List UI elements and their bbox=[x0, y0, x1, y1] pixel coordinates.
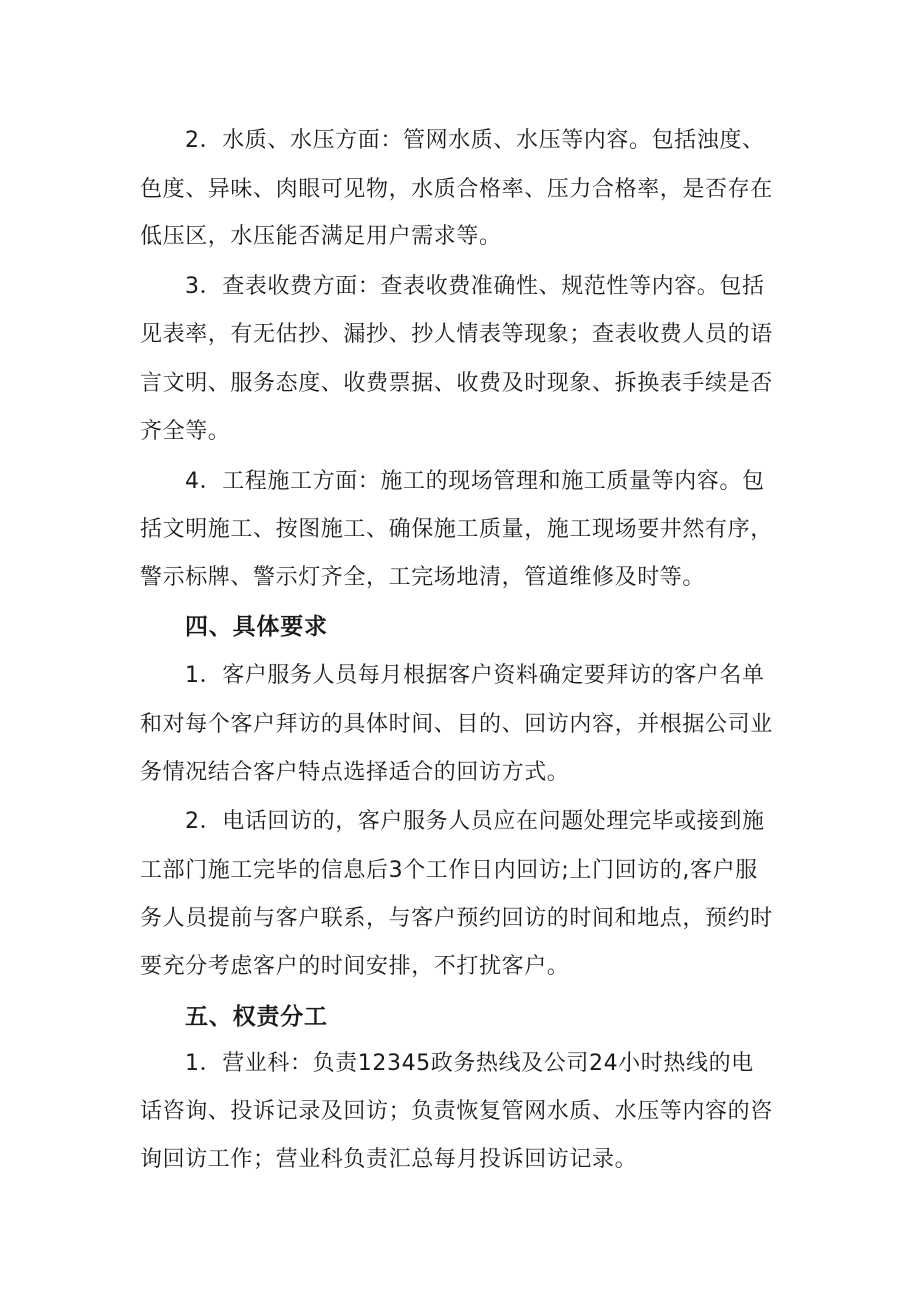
para-4-line-1: 4．工程施工方面：施工的现场管理和施工质量等内容。包 bbox=[185, 469, 765, 494]
s4-para-1-line-3: 务情况结合客户特点选择适合的回访方式。 bbox=[140, 760, 570, 785]
para-3-line-4: 齐全等。 bbox=[140, 419, 231, 444]
para-3-line-2: 见表率，有无估抄、漏抄、抄人情表等现象；查表收费人员的语 bbox=[140, 322, 773, 347]
para-3-line-1: 3．查表收费方面：查表收费准确性、规范性等内容。包括 bbox=[185, 274, 765, 299]
s5-para-1-line-3: 询回访工作；营业科负责汇总每月投诉回访记录。 bbox=[140, 1147, 638, 1172]
para-4-line-2: 括文明施工、按图施工、确保施工质量，施工现场要井然有序， bbox=[140, 517, 773, 542]
s5-para-1-line-2: 话咨询、投诉记录及回访；负责恢复管网水质、水压等内容的咨 bbox=[140, 1099, 773, 1124]
section-5-heading: 五、权责分工 bbox=[185, 1004, 328, 1030]
s4-para-1-line-1: 1．客户服务人员每月根据客户资料确定要拜访的客户名单 bbox=[185, 663, 765, 688]
section-4-heading: 四、具体要求 bbox=[185, 614, 328, 640]
s4-para-2-line-3: 务人员提前与客户联系，与客户预约回访的时间和地点，预约时 bbox=[140, 906, 773, 931]
para-2-line-1: 2．水质、水压方面：管网水质、水压等内容。包括浊度、 bbox=[185, 128, 765, 153]
s4-para-2-line-2: 工部门施工完毕的信息后3个工作日内回访;上门回访的,客户服 bbox=[140, 858, 758, 883]
para-2-line-3: 低压区，水压能否满足用户需求等。 bbox=[140, 224, 502, 249]
para-2-line-2: 色度、异味、肉眼可见物，水质合格率、压力合格率，是否存在 bbox=[140, 177, 773, 202]
s4-para-2-line-1: 2．电话回访的，客户服务人员应在问题处理完毕或接到施 bbox=[185, 809, 765, 834]
s4-para-1-line-2: 和对每个客户拜访的具体时间、目的、回访内容，并根据公司业 bbox=[140, 712, 773, 737]
s4-para-2-line-4: 要充分考虑客户的时间安排，不打扰客户。 bbox=[140, 954, 570, 979]
para-4-line-3: 警示标牌、警示灯齐全，工完场地清，管道维修及时等。 bbox=[140, 565, 706, 590]
s5-para-1-line-1: 1．营业科：负责12345政务热线及公司24小时热线的电 bbox=[185, 1051, 754, 1076]
para-3-line-3: 言文明、服务态度、收费票据、收费及时现象、拆换表手续是否 bbox=[140, 371, 773, 396]
